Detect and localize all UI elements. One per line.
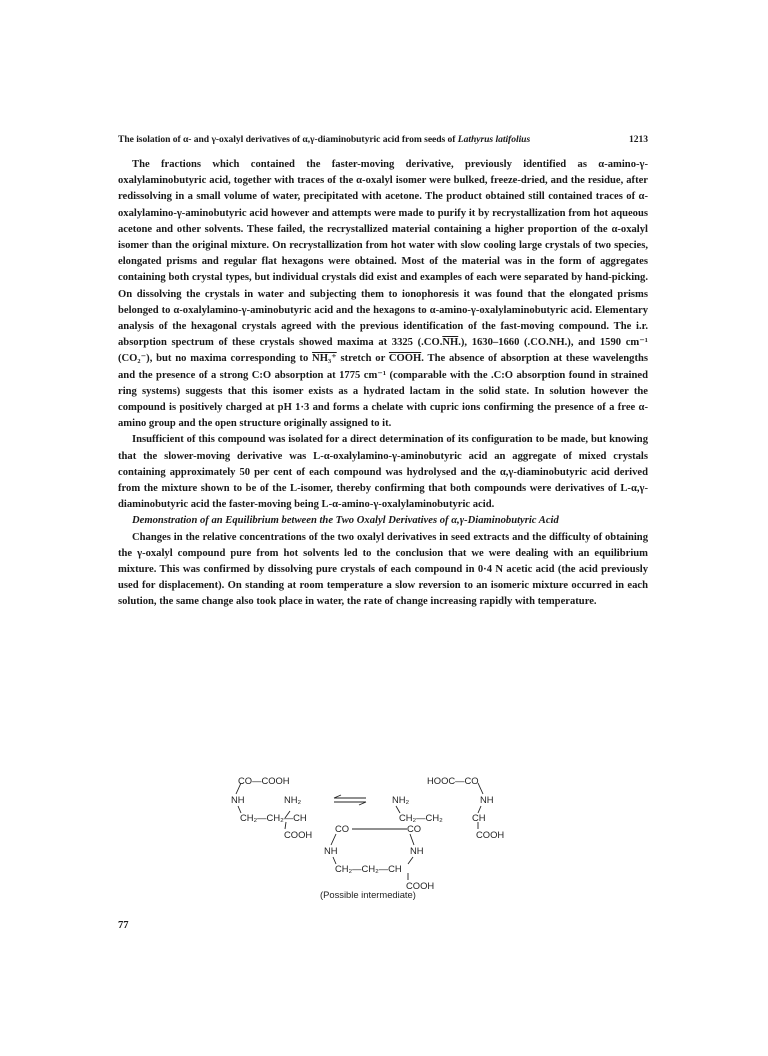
right-nh: NH	[480, 794, 494, 805]
left-nh2: NH₂	[284, 794, 302, 805]
running-title: The isolation of α- and γ-oxalyl derivatives of α,γ-diaminobutyric acid from seeds of	[118, 134, 458, 145]
paragraph-1-text-b: .), 1630–1660 (.CO.NH.), and 1590 cm⁻¹ (CO₂⁻), but no maxima corresponding to	[118, 337, 648, 365]
paragraph-1-text-a: The fractions which contained the faster-moving derivative, previously identified as α-amino-γ-oxalylaminobutyric acid, together with traces of the α-oxalyl isomer were bulked, freeze-dried, and the residue, after redissolving in a small volume of water, precipitated with acetone. The product obtained still contained traces of α-oxalylamino-γ-aminobutyric acid however and attempts were made to purify it by recrystallization from hot aqueous acetone and other solvents. These failed, the recrystallized material containing a higher proportion of the α-oxalyl isomer than the original mixture. On recrystallization from hot water with slow cooling large crystals of two species, elongated prisms and regular flat hexagons were obtained. Most of the material was in the form of aggregates containing both crystal types, but individual crystals did exist and examples of each were separated by hand-picking. On dissolving the crystals in water and subjecting them to ionophoresis it was found that the elongated prisms belonged to α-oxalylamino-γ-aminobutyric acid and the hexagons to α-amino-γ-oxalylaminobutyric acid. Elementary analysis of the hexagonal crystals agreed with the previous identification of the fast-moving compound. The i.r. absorption spectrum of these crystals showed maxima at 3325 (.CO.	[118, 159, 648, 349]
left-cooh: COOH	[284, 829, 313, 840]
middle-cooh: COOH	[406, 880, 435, 891]
paragraph-3: Changes in the relative concentrations of the two oxalyl derivatives in seed extracts and the difficulty of obtaining the γ-oxalyl compound pure from hot solvents led to the conclusion that we were dealing with an equilibrium mixture. This was confirmed by dissolving pure crystals of each compound in 0·4 N acetic acid (the acid previously used for displacement). On standing at room temperature a slow reversion to an isomeric mixture occurred in each solution, the same change also took place in water, the rate of change increasing rapidly with temperature.	[118, 531, 648, 608]
journal-species-name: Lathyrus latifolius	[457, 134, 531, 145]
left-chain: CH₂—CH₂—CH	[240, 812, 307, 823]
left-co-cooh: CO—COOH	[238, 775, 290, 786]
middle-chain: CH₂—CH₂—CH	[335, 863, 402, 874]
middle-nh-left: NH	[324, 845, 338, 856]
right-nh2: NH₂	[392, 794, 410, 805]
paragraph-1-cooh: COOH	[388, 353, 422, 365]
paragraph-1-text-c: stretch or	[336, 353, 389, 365]
middle-co-left: CO	[335, 823, 350, 834]
page-number: 1213	[629, 134, 648, 145]
left-nh: NH	[231, 794, 245, 805]
paragraph-1-nh: $\overline{NH}$	[442, 337, 459, 349]
right-ch: CH	[472, 812, 486, 823]
paragraph-2: Insufficient of this compound was isolated for a direct determination of its configuration to be made, but knowing that the slower-moving derivative was L-α-oxalylamino-γ-aminobutyric acid an aggregate of mixed crystals containing approximately 50 per cent of each compound was hydrolysed and the α,γ-diaminobutyric acid derived from the mixture shown to be of the L-isomer, thereby confirming that both compounds were derivatives of L-α,γ-diaminobutyric acid the faster-moving being L-α-amino-γ-oxalylaminobutyric acid.	[118, 434, 648, 511]
page-footer-number: 77	[118, 920, 129, 931]
paragraph-1-nh3: NH₃⁺	[312, 353, 337, 365]
middle-nh-right: NH	[410, 845, 424, 856]
middle-co-right: CO	[407, 823, 422, 834]
right-cooh: COOH	[476, 829, 505, 840]
scheme-caption: (Possible intermediate)	[320, 889, 416, 900]
paragraph-1-text-d: . The absence of absorption at these wavelengths and the presence of a strong C:O absorption at 1775 cm⁻¹ (comparable with the .C:O absorption found in strained ring systems) suggests that this isomer exists as a hydrated lactam in the solid state. In solution however the compound is positively charged at pH 1·3 and forms a chelate with cupric ions confirming the presence of a free α-amino group and the open structure originally assigned to it.	[118, 353, 648, 430]
right-chain: CH₂—CH₂	[399, 812, 443, 823]
right-hooc-co: HOOC—CO	[427, 775, 479, 786]
section-title: Demonstration of an Equilibrium between the Two Oxalyl Derivatives of α,γ-Diaminobutyric Acid	[132, 515, 559, 527]
